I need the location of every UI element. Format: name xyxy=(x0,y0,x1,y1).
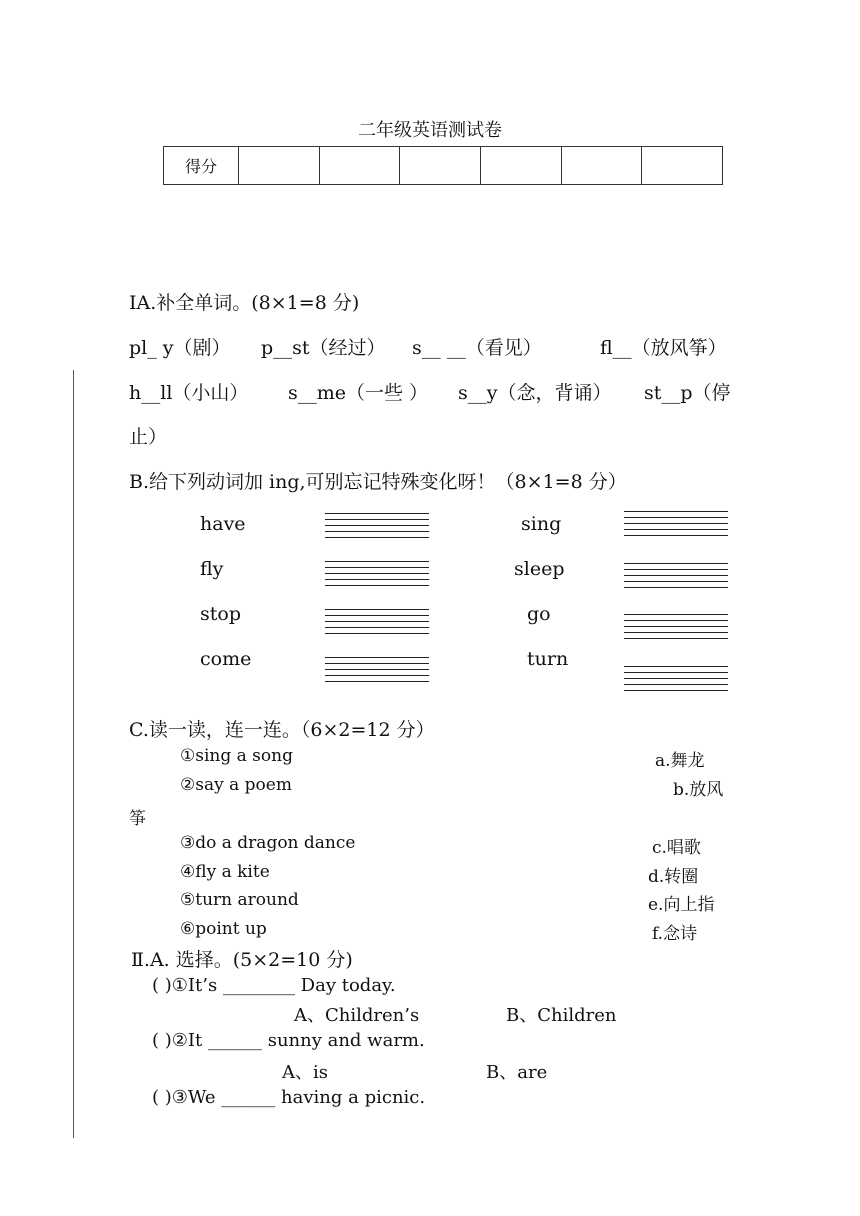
verb-word: stop xyxy=(200,603,241,625)
match-phrase: ⑥point up xyxy=(180,919,267,939)
score-table xyxy=(163,146,723,185)
question-1 xyxy=(152,975,396,996)
question-prefix: ( )③We xyxy=(152,1087,216,1108)
score-cell[interactable] xyxy=(561,147,642,185)
writing-lines[interactable] xyxy=(325,561,429,591)
verb-word: fly xyxy=(200,558,224,580)
match-meaning: d.转圈 xyxy=(648,867,699,887)
verb-word: turn xyxy=(527,648,569,670)
score-cell[interactable] xyxy=(239,147,320,185)
question-suffix: sunny and warm. xyxy=(261,1030,425,1051)
fill-word-item: p__st（经过） xyxy=(261,337,386,359)
section-2a-heading: Ⅱ.A. 选择。(5×2=10 分) xyxy=(131,949,353,971)
section-1c-heading: C.读一读，连一连。（6×2=12 分） xyxy=(129,719,435,741)
match-phrase: ②say a poem xyxy=(180,775,292,795)
match-phrase: ①sing a song xyxy=(180,746,293,766)
fill-word-item: s__me（一些 ） xyxy=(288,382,429,404)
writing-lines[interactable] xyxy=(624,614,728,644)
section-1b-heading: B.给下列动词加 ing,可别忘记特殊变化呀！（8×1=8 分） xyxy=(129,471,627,493)
fill-word-item: pl_ y（剧） xyxy=(129,337,231,359)
answer-blank[interactable]: ______ xyxy=(207,1030,262,1051)
writing-lines[interactable] xyxy=(624,563,728,593)
score-cell[interactable] xyxy=(480,147,561,185)
answer-blank[interactable]: ________ xyxy=(222,975,295,996)
writing-lines[interactable] xyxy=(624,666,728,696)
writing-lines[interactable] xyxy=(624,511,728,541)
match-phrase: ③do a dragon dance xyxy=(180,833,356,853)
writing-lines[interactable] xyxy=(325,513,429,543)
fill-word-item: s__y（念，背诵） xyxy=(458,382,612,404)
question-3 xyxy=(152,1087,425,1108)
fill-word-item: st__p（停 xyxy=(644,382,731,404)
section-1a-heading: ⅠA.补全单词。(8×1=8 分) xyxy=(129,292,360,314)
fill-word-wrap: 止） xyxy=(129,426,168,448)
match-meaning: b.放风 xyxy=(673,780,724,800)
score-label: 得分 xyxy=(164,147,239,185)
verb-word: sing xyxy=(521,513,562,535)
match-meaning: a.舞龙 xyxy=(655,751,705,771)
answer-blank[interactable]: ______ xyxy=(221,1087,276,1108)
match-meaning-wrap: 筝 xyxy=(129,809,146,829)
option-a: A、Children’s xyxy=(294,1005,420,1026)
match-meaning: e.向上指 xyxy=(648,895,715,915)
verb-word: go xyxy=(527,603,551,625)
fill-word-item: s__ __（看见） xyxy=(412,337,542,359)
match-phrase: ④fly a kite xyxy=(180,862,270,882)
match-phrase: ⑤turn around xyxy=(180,890,299,910)
verb-word: come xyxy=(200,648,252,670)
question-prefix: ( )①It’s xyxy=(152,975,218,996)
page-title: 二年级英语测试卷 xyxy=(358,120,502,141)
question-prefix: ( )②It xyxy=(152,1030,203,1051)
score-cell[interactable] xyxy=(642,147,723,185)
fill-word-item: fl__（放风筝） xyxy=(600,337,727,359)
question-suffix: having a picnic. xyxy=(275,1087,426,1108)
option-b: B、are xyxy=(486,1062,548,1083)
question-2 xyxy=(152,1030,425,1051)
option-a: A、is xyxy=(282,1062,328,1083)
binding-margin-line xyxy=(73,370,74,1138)
option-b: B、Children xyxy=(506,1005,617,1026)
writing-lines[interactable] xyxy=(325,609,429,639)
writing-lines[interactable] xyxy=(325,657,429,687)
fill-word-item: h__ll（小山） xyxy=(129,382,249,404)
score-cell[interactable] xyxy=(319,147,400,185)
question-suffix: Day today. xyxy=(294,975,396,996)
match-meaning: c.唱歌 xyxy=(652,838,701,858)
verb-word: have xyxy=(200,513,246,535)
score-cell[interactable] xyxy=(400,147,481,185)
verb-word: sleep xyxy=(514,558,565,580)
match-meaning: f.念诗 xyxy=(652,924,698,944)
